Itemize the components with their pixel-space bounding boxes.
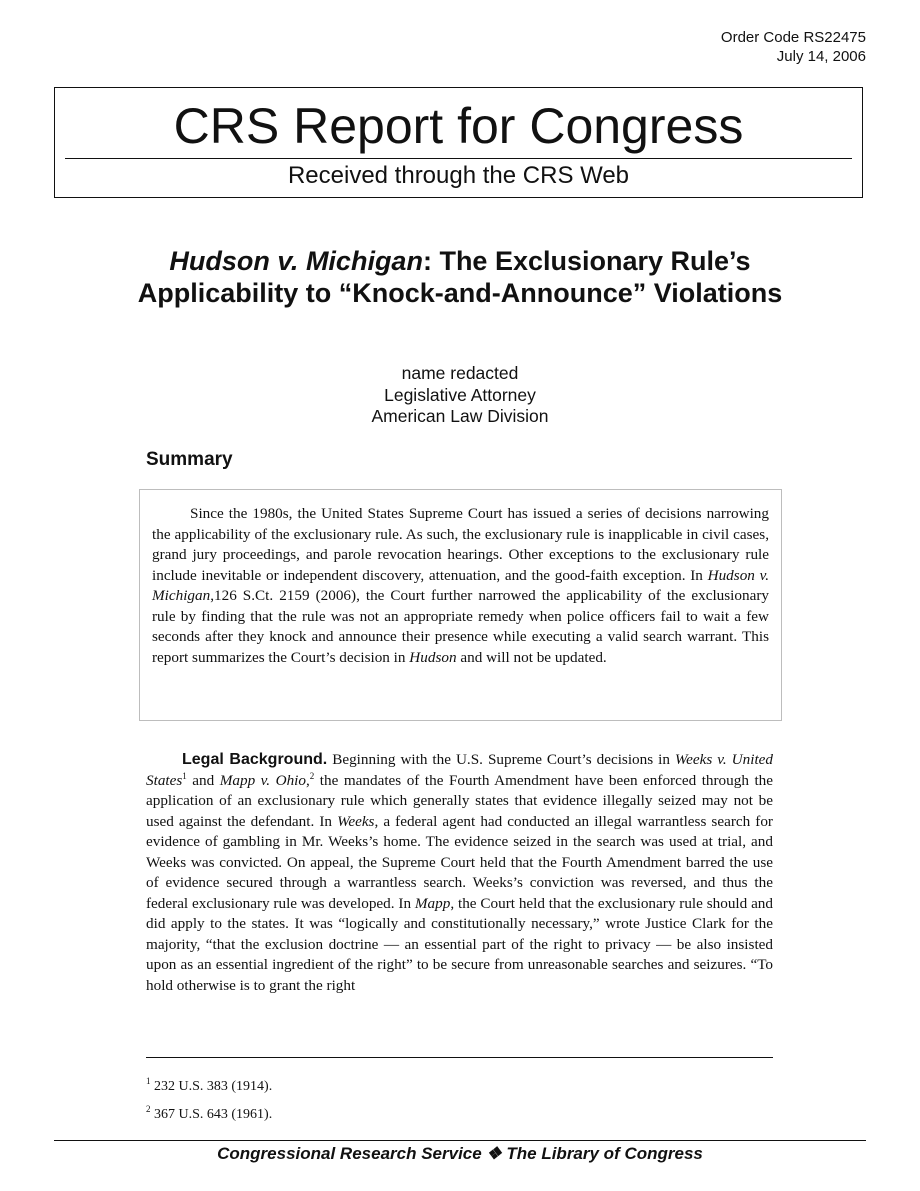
footer: Congressional Research Service ❖ The Library of Congress [217, 1144, 703, 1163]
report-title-rest: : The Exclusionary Rule’s Applicability to “Knock-and-Announce” Violations [137, 246, 783, 308]
footnote-ref-1[interactable]: 1 [182, 770, 187, 781]
order-code: Order Code RS22475 [720, 29, 866, 46]
footer-divider [54, 1140, 866, 1141]
author-title: Legislative Attorney [384, 384, 536, 405]
author-block [200, 363, 720, 428]
author-name: name redacted [401, 363, 519, 383]
footnote-mark: 1 [146, 1076, 151, 1086]
case-citation: Hudson v. Michigan [152, 566, 769, 604]
case-citation: Weeks [337, 812, 375, 830]
summary-box [139, 489, 782, 721]
masthead-subtitle: Received through the CRS Web [287, 162, 630, 189]
footnote-divider [146, 1057, 773, 1058]
masthead-title: CRS Report for Congress [173, 98, 744, 154]
report-date: July 14, 2006 [776, 48, 866, 65]
footnote-ref-2[interactable]: 2 [309, 770, 315, 781]
section-heading: Legal Background. [182, 751, 328, 768]
case-citation: Hudson [409, 648, 457, 666]
order-code-block [721, 28, 866, 66]
case-citation: Mapp v. Ohio [219, 771, 306, 789]
summary-heading: Summary [146, 449, 233, 470]
report-title [100, 245, 820, 309]
report-title-case: Hudson v. Michigan [169, 246, 423, 276]
masthead-divider [65, 158, 852, 159]
footnote-mark: 2 [146, 1104, 151, 1114]
body-paragraph: Legal Background. Beginning with the U.S. Supreme Court’s decisions in Weeks v. United States$^1$ and Mapp v. Ohio,$^2$ the mandates of the Fourth Amendment have been enforced through the application of an exclusionary rule which generally states that evidence illegally seized may not be used against the defendant. In Weeks, a federal agent had conducted an illegal warrantless search for evidence of gambling in Mr. Weeks’s home. The evidence seized in the search was used at trial, and Weeks was convicted. On appeal, the Supreme Court held that the Fourth Amendment barred the use of evidence secured through a warrantless search. Weeks’s conviction was reversed, and thus the federal exclusionary rule was developed. In Mapp, the Court held that the exclusionary rule should and did apply to the states. It was “logically and constitutionally necessary,” wrote Justice Clark for the majority, “that the exclusion doctrine — an essential part of the right to privacy — be also insisted upon as an essential ingredient of the right” to be secure from unreasonable searches and seizures. “To hold otherwise is to grant the right [146, 751, 774, 994]
author-division: American Law Division [371, 406, 549, 426]
footnote-2: $^2$ 367 U.S. 643 (1961). [146, 1104, 273, 1122]
case-citation: Mapp [414, 894, 451, 912]
case-citation: Weeks v. United States [146, 751, 774, 789]
summary-text: Since the 1980s, the United States Supreme Court has issued a series of decisions narrowing the applicability of the exclusionary rule. As such, the exclusionary rule is inapplicable in civil cases, grand jury proceedings, and parole revocation hearings. Other exceptions to the exclusionary rule include inevitable or independent discovery, attenuation, and the good-faith exception. In Hudson v. Michigan,126 S.Ct. 2159 (2006), the Court further narrowed the applicability of the exclusionary rule by finding that the rule was not an appropriate remedy when police officers fail to wait a few seconds after they knock and announce their presence while executing a valid search warrant. This report summarizes the Court’s decision in Hudson and will not be updated. [152, 505, 769, 666]
footnote-1: $^1$ 232 U.S. 383 (1914). [146, 1076, 273, 1094]
masthead [54, 87, 863, 198]
